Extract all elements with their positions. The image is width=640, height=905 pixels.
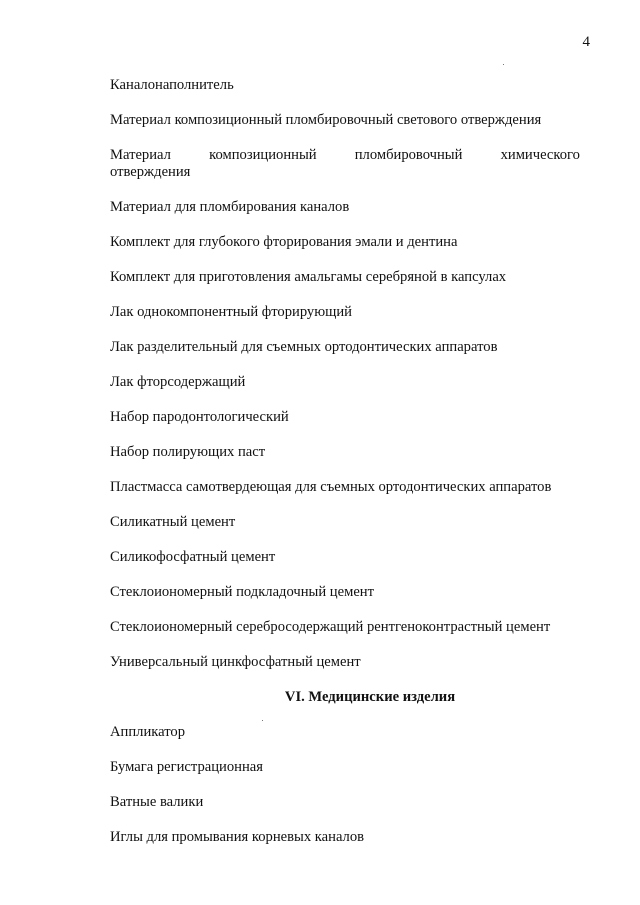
list-item: Бумага регистрационная — [110, 759, 263, 775]
section-heading: VI. Медицинские изделия — [284, 689, 456, 705]
list-item: Материал композиционный пломбировочный светового отверждения — [110, 112, 542, 128]
page-number: 4 — [582, 34, 590, 50]
list-item: Стеклоиономерный подкладочный цемент — [110, 584, 374, 600]
list-item: Силикатный цемент — [110, 514, 236, 530]
list-item: Материал для пломбирования каналов — [110, 199, 350, 215]
list-item: Стеклоиономерный серебросодержащий рентгеноконтрастный цемент — [110, 619, 551, 635]
word: Материал — [110, 147, 171, 163]
list-item: Комплект для приготовления амальгамы серебряной в капсулах — [110, 269, 507, 285]
scan-speck — [503, 64, 504, 65]
list-item-justified — [110, 147, 580, 181]
list-item: Ватные валики — [110, 794, 204, 810]
list-item: Аппликатор — [110, 724, 185, 740]
list-item: Каналонаполнитель — [110, 77, 234, 93]
document-body — [110, 77, 580, 846]
list-item: Набор пародонтологический — [110, 409, 289, 425]
list-item: Универсальный цинкфосфатный цемент — [110, 654, 361, 670]
list-item: Силикофосфатный цемент — [110, 549, 276, 565]
word: композиционный — [209, 147, 317, 163]
list-item: Лак разделительный для съемных ортодонтических аппаратов — [110, 339, 498, 355]
word: химического — [500, 147, 580, 163]
word: пломбировочный — [354, 147, 463, 163]
list-item: Комплект для глубокого фторирования эмали и дентина — [110, 234, 458, 250]
continuation-line: отверждения — [110, 164, 191, 180]
justified-line — [110, 147, 580, 164]
list-item: Лак однокомпонентный фторирующий — [110, 304, 352, 320]
list-item: Лак фторсодержащий — [110, 374, 246, 390]
list-item: Иглы для промывания корневых каналов — [110, 829, 365, 845]
list-item: Набор полирующих паст — [110, 444, 266, 460]
list-item: Пластмасса самотвердеющая для съемных ортодонтических аппаратов — [110, 479, 552, 495]
